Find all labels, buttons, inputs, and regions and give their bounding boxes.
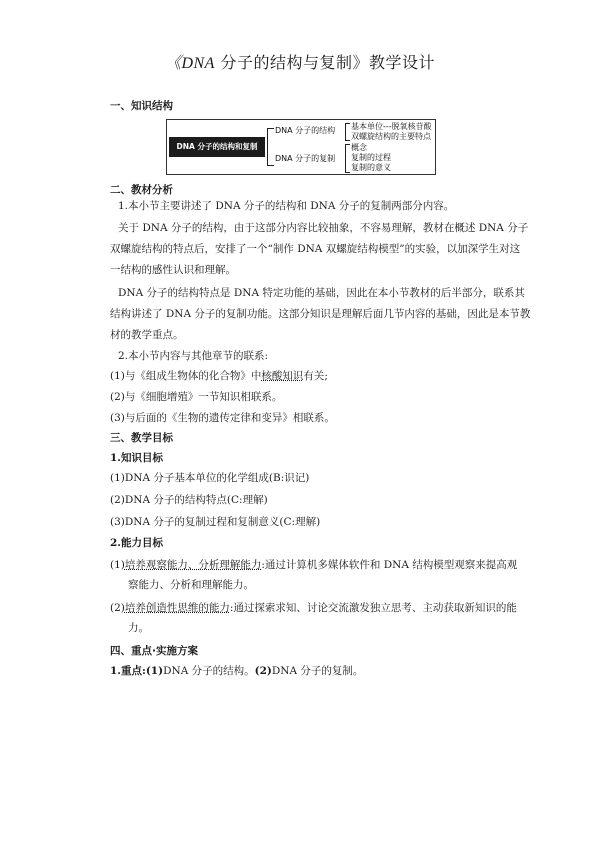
knowledge-structure-diagram (166, 119, 436, 175)
analysis-item-3: (3)与后面的《生物的遗传定律和变异》相联系。 (110, 412, 335, 424)
structure-branch-structure: DNA 分子的结构 (275, 126, 336, 135)
analysis-item-1-text-a: (1)与《组成生物体的化合物》中 (110, 370, 262, 382)
focus-item-1: DNA 分子的结构。 (163, 665, 255, 677)
ability-goal-1-line-2: 察能力、分析和理解能力。 (128, 579, 254, 591)
analysis-paragraph-2-line-2: 双螺旋结构的特点后，安排了一个“制作 DNA 双螺旋结构模型”的实验，以加深学生对这 (110, 243, 521, 255)
structure-brace-structure (345, 123, 350, 141)
structure-leaf-helix: 双螺旋结构的主要特点 (351, 132, 431, 141)
ability-goal-2 (110, 598, 517, 618)
analysis-paragraph-1: 1.本小节主要讲述了 DNA 分子的结构和 DNA 分子的复制两部分内容。 (118, 200, 455, 212)
structure-brace-main (267, 128, 274, 166)
focus-line (110, 661, 490, 681)
page-title (0, 50, 600, 73)
analysis-paragraph-3-line-2: 结构讲述了 DNA 分子的复制功能。这部分知识是理解后面几节内容的基础，因此是本节教 (110, 308, 531, 320)
ability-goal-1-number: (1) (110, 559, 125, 571)
knowledge-goal-2: (2)DNA 分子的结构特点(C:理解) (110, 494, 268, 506)
analysis-item-2: (2)与《细胞增殖》一节知识相联系。 (110, 391, 283, 403)
structure-leaf-significance: 复制的意义 (351, 163, 391, 172)
ability-goals-heading: 2.能力目标 (110, 537, 163, 549)
focus-item-2: DNA 分子的复制。 (271, 665, 364, 677)
structure-leaf-concept: 概念 (351, 143, 367, 152)
structure-leaf-process: 复制的过程 (351, 153, 391, 162)
section-heading-material-analysis: 二、教材分析 (110, 184, 173, 196)
focus-label: 1.重点: (110, 665, 146, 677)
section-heading-teaching-goals: 三、教学目标 (110, 432, 173, 444)
analysis-paragraph-3-line-1: DNA 分子的结构特点是 DNA 特定功能的基础，因此在本小节教材的后半部分，联系其 (118, 287, 525, 299)
analysis-paragraph-2-line-1: 关于 DNA 分子的结构，由于这部分内容比较抽象，不容易理解，教材在概述 DNA 分子 (118, 222, 529, 234)
analysis-paragraph-2-line-3: 一结构的感性认识和理解。 (110, 264, 236, 276)
section-heading-knowledge-structure: 一、知识结构 (110, 100, 173, 112)
ability-goal-2-text: :通过探索求知、讨论交流激发独立思考、主动获取新知识的能 (229, 602, 517, 614)
section-heading-focus: 四、重点·实施方案 (110, 645, 198, 657)
analysis-item-1-text-c: 有关; (303, 370, 328, 382)
title-rest: 分子的结构与复制》教学设计 (214, 53, 436, 72)
analysis-paragraph-3-line-3: 材的教学重点。 (110, 329, 184, 341)
title-italic-part: 《DNA (164, 55, 215, 72)
structure-leaf-unit: 基本单位---脱氧核苷酸 (351, 122, 432, 131)
ability-goal-1-text: :通过计算机多媒体软件和 DNA 结构模型观察来提高观 (261, 559, 518, 571)
analysis-item-1 (110, 366, 490, 386)
knowledge-goal-3: (3)DNA 分子的复制过程和复制意义(C:理解) (110, 516, 321, 528)
analysis-item-1-underlined: 核酸知识 (261, 370, 304, 382)
structure-branch-replication: DNA 分子的复制 (275, 154, 336, 163)
ability-goal-1 (110, 555, 518, 575)
structure-brace-replication (345, 144, 350, 173)
focus-item-2-number: (2) (254, 665, 272, 677)
ability-goal-2-line-2: 力。 (128, 622, 149, 634)
ability-goal-2-number: (2) (110, 602, 125, 614)
focus-item-1-number: (1) (145, 665, 164, 677)
knowledge-goals-heading: 1.知识目标 (110, 452, 163, 464)
ability-goal-2-underlined: 培养创造性思维的能力 (124, 602, 230, 614)
analysis-paragraph-4: 2.本小节内容与其他章节的联系: (118, 350, 269, 362)
structure-root-label: DNA 分子的结构和复制 (169, 137, 265, 157)
knowledge-goal-1: (1)DNA 分子基本单位的化学组成(B:识记) (110, 472, 310, 484)
ability-goal-1-underlined: 培养观察能力、分析理解能力 (124, 559, 262, 571)
